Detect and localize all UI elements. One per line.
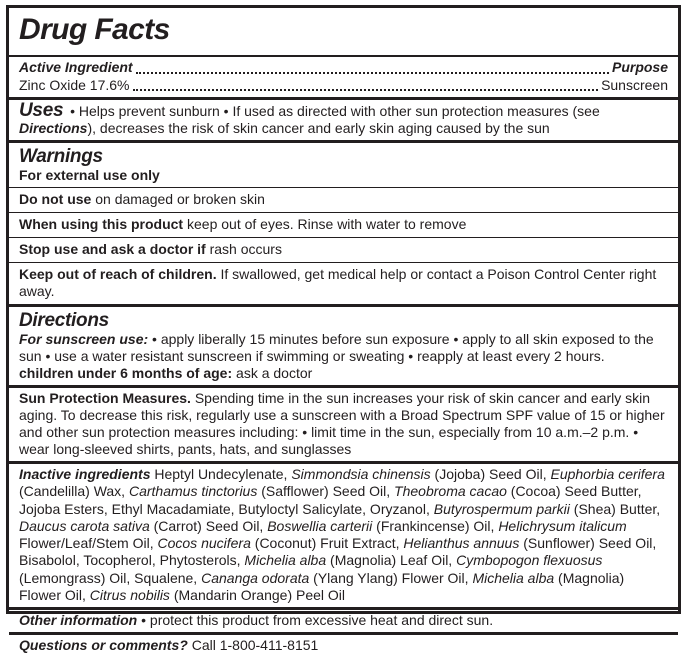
drug-facts-label — [6, 5, 681, 654]
uses-section — [9, 97, 678, 140]
page-title: Drug Facts — [19, 13, 170, 46]
active-ingredient-value-row — [19, 77, 668, 95]
warnings-heading: Warnings — [19, 146, 103, 167]
dotted-leader — [136, 72, 609, 74]
warnings-header — [9, 143, 678, 187]
directions-text: For sunscreen use: • apply liberally 15 minutes before sun exposure • apply to all skin exposed to the sun • use a water resistant sunscreen if swimming or sweating • reapply at least every 2 hours. — [19, 331, 654, 364]
other-information-text: Other information • protect this product from excessive heat and direct sun. — [19, 612, 494, 629]
warning-row-when-using: When using this product keep out of eyes. Rinse with water to remove — [9, 212, 678, 237]
questions-section — [9, 632, 678, 657]
warning-row-keep-out-of-reach: Keep out of reach of children. If swallowed, get medical help or contact a Poison Control Center right away. — [9, 262, 678, 304]
directions-section — [9, 304, 678, 385]
other-information-section — [9, 607, 678, 632]
purpose-value: Sunscreen — [601, 76, 668, 93]
inactive-ingredients-text: Inactive ingredients Heptyl Undecylenate, Simmondsia chinensis (Jojoba) Seed Oil, Euphorbia cerifera (Candelilla) Wax, Carthamus tinctorius (Safflower) Seed Oil, Theobroma cacao (Cocoa) Seed Butter, Jojoba Esters, Ethyl Macadamiate, Butyloctyl Salicylate, Oryzanol, Butyrospermum parkii (Shea) Butter, Daucus carota sativa (Carrot) Seed Oil, Boswellia carterii (Frankincense) Oil, Helichrysum italicum Flower/Leaf/Stem Oil, Cocos nucifera (Coconut) Fruit Extract, Helianthus annuus (Sunflower) Seed Oil, Bisabolol, Tocopherol, Phytosterols, Michelia alba (Magnolia) Leaf Oil, Cymbopogon flexuosus (Lemongrass) Oil, Squalene, Cananga odorata (Ylang Ylang) Flower Oil, Michelia alba (Magnolia) Flower Oil, Citrus nobilis (Mandarin Orange) Peel Oil — [19, 466, 665, 604]
dotted-leader — [133, 89, 599, 91]
active-ingredient-value: Zinc Oxide 17.6% — [19, 76, 130, 93]
active-ingredient-label: Active Ingredient — [19, 59, 133, 75]
questions-text: Questions or comments? Call 1-800-411-8151 — [19, 637, 319, 654]
active-ingredient-section — [9, 57, 678, 97]
sun-protection-section — [9, 385, 678, 461]
warning-row-do-not-use: Do not use on damaged or broken skin — [9, 187, 678, 212]
warning-row-stop-use: Stop use and ask a doctor if rash occurs — [9, 237, 678, 262]
sun-protection-text: Sun Protection Measures. Spending time in the sun increases your risk of skin cancer and early skin aging. To decrease this risk, regularly use a sunscreen with a Broad Spectrum SPF value of 15 or higher and other sun protection measures including: • limit time in the sun, especially from 10 a.m.–2 p.m. • wear long-sleeved shirts, pants, hats, and sunglasses — [19, 390, 665, 457]
external-use-text: For external use only — [19, 167, 160, 183]
warnings-section — [9, 140, 678, 304]
title-section — [9, 8, 678, 55]
uses-text: Uses • Helps prevent sunburn • If used as directed with other sun protection measures (see Directions), decreases the risk of skin cancer and early skin aging caused by the sun — [19, 100, 600, 136]
directions-heading: Directions — [19, 310, 109, 331]
inactive-ingredients-section — [9, 461, 678, 607]
purpose-label: Purpose — [611, 59, 668, 75]
directions-children-text: children under 6 months of age: ask a doctor — [19, 365, 313, 381]
active-ingredient-header-row — [19, 59, 668, 77]
